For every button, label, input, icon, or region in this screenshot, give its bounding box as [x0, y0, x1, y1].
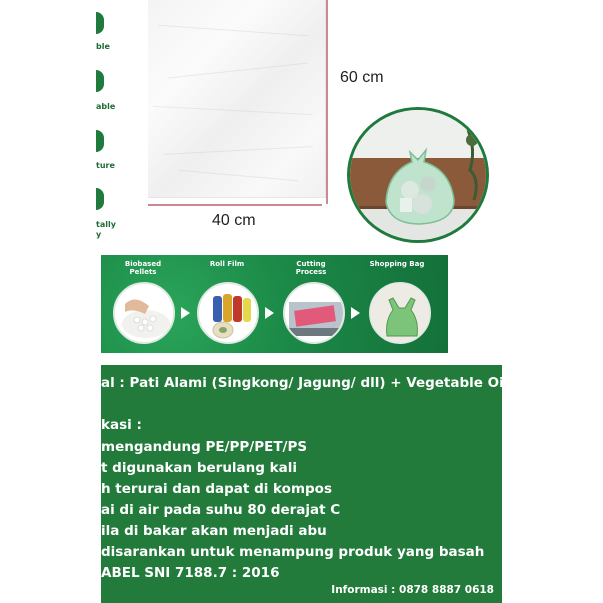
leaf-badge-icon: [96, 130, 104, 152]
cutting-process-image: [283, 282, 345, 344]
spec-item: ila di bakar akan menjadi abu: [101, 523, 327, 539]
cutting-machine-icon: [285, 284, 345, 344]
feature-list: [96, 0, 126, 250]
step-title: Cutting Process: [295, 260, 327, 276]
spec-item: ai di air pada suhu 80 derajat C: [101, 502, 341, 518]
spec-item: mengandung PE/PP/PET/PS: [101, 439, 308, 455]
production-process-banner: [101, 255, 448, 353]
height-label: 60 cm: [340, 69, 384, 86]
leaf-badge-icon: [96, 188, 104, 210]
leaf-badge-icon: [96, 12, 104, 34]
bag-usage-photo: [347, 107, 489, 243]
spec-item: t digunakan berulang kali: [101, 460, 297, 476]
spec-item: ABEL SNI 7188.7 : 2016: [101, 565, 280, 581]
shopping-bag-icon: [371, 284, 431, 344]
feature-label: y: [96, 230, 102, 239]
contact-info: Informasi : 0878 8887 0618: [331, 584, 494, 596]
step-title: Roll Film: [209, 260, 245, 268]
roll-film-image: [197, 282, 259, 344]
pellets-image: [113, 282, 175, 344]
bag-sheet-image: [148, 0, 326, 198]
feature-label: ture: [96, 161, 115, 170]
width-label: 40 cm: [212, 212, 256, 229]
step-title: Shopping Bag: [369, 260, 425, 268]
arrow-right-icon: [265, 307, 274, 319]
film-roll-icon: [199, 284, 259, 344]
height-dimension-line: [326, 0, 328, 204]
arrow-right-icon: [351, 307, 360, 319]
feature-label: tally: [96, 220, 116, 229]
arrow-right-icon: [181, 307, 190, 319]
shopping-bag-image: [369, 282, 431, 344]
spec-item: disarankan untuk menampung produk yang basah: [101, 544, 485, 560]
width-dimension-line: [148, 204, 322, 206]
feature-label: ble: [96, 42, 110, 51]
trash-bag-icon: [350, 110, 486, 240]
spec-heading: kasi :: [101, 417, 142, 433]
pellets-icon: [115, 284, 175, 344]
material-line: al : Pati Alami (Singkong/ Jagung/ dll) + Vegetable Oil: [101, 375, 509, 391]
spec-item: h terurai dan dapat di kompos: [101, 481, 332, 497]
product-info-panel: [101, 365, 509, 603]
step-title: Biobased Pellets: [124, 260, 162, 276]
leaf-badge-icon: [96, 70, 104, 92]
feature-label: able: [96, 102, 116, 111]
